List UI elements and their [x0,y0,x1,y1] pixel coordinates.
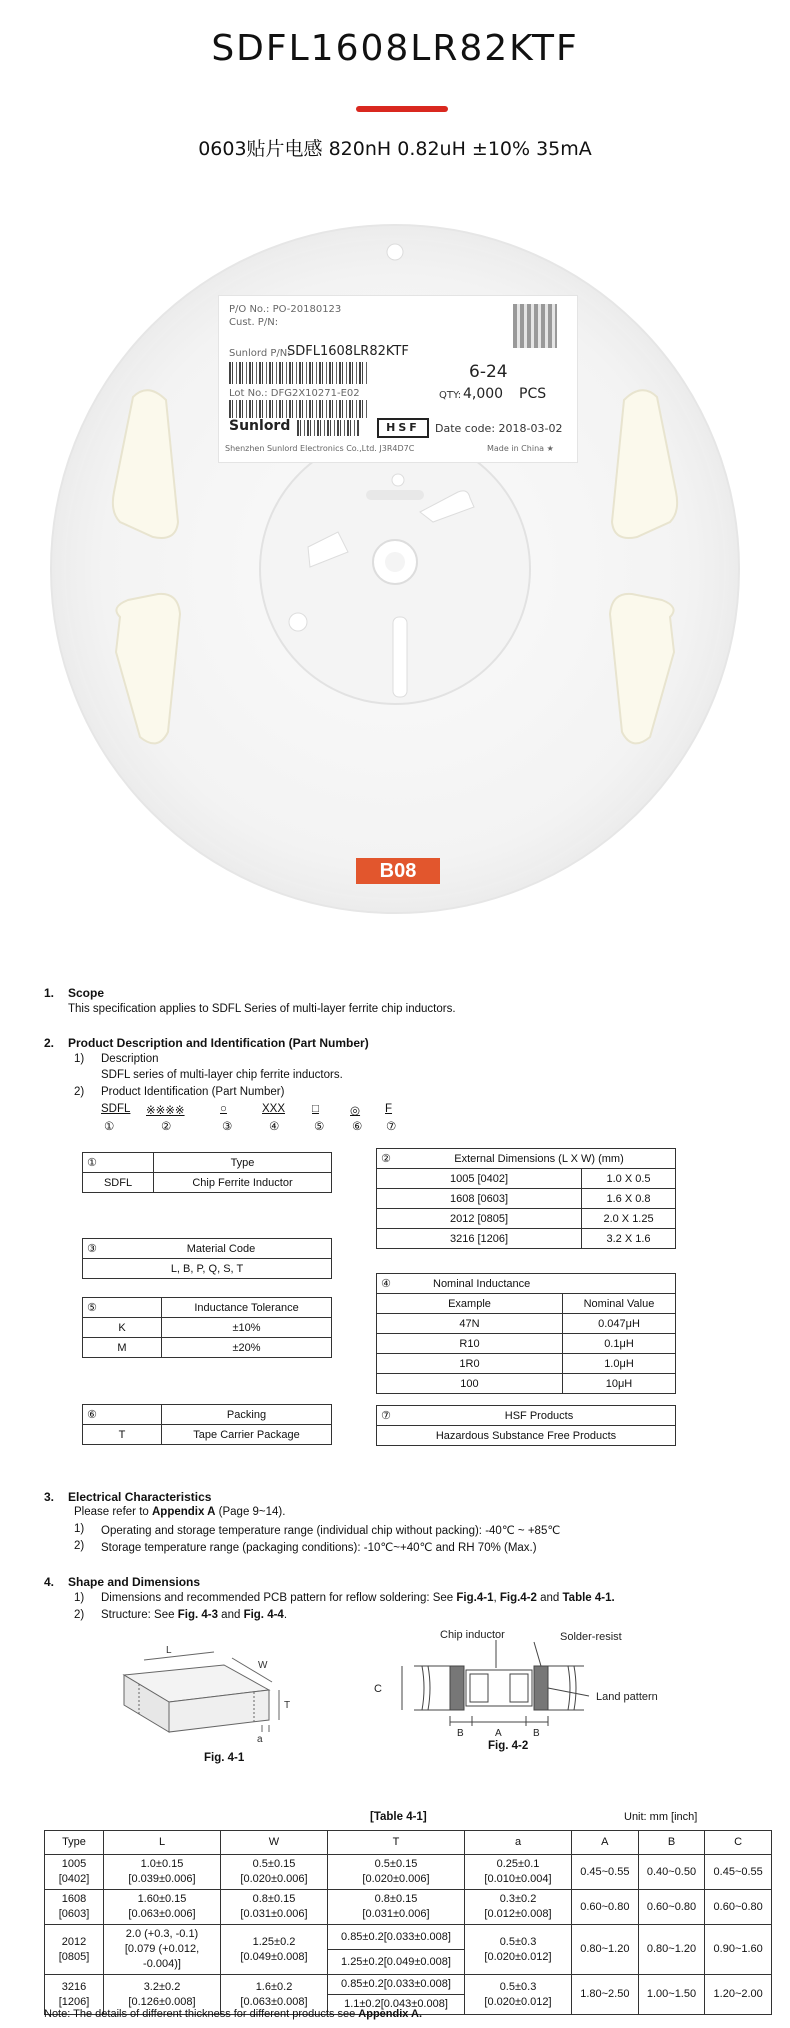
section-number: 2. [44,1036,55,1050]
item-text: Operating and storage temperature range (individual chip without packing): -40℃ ~ +85℃ [101,1525,561,1537]
table-header: C [705,1831,772,1855]
table-note: Note: The details of different thickness for different products see Appendix A. [44,2008,423,2020]
packing-table [82,1404,332,1445]
dim-label: L [166,1645,172,1656]
table-cell: Hazardous Substance Free Products [377,1426,676,1446]
table-col-header: Nominal Value [562,1294,675,1314]
table-header: Packing [162,1405,332,1425]
table-cell: T [83,1425,162,1445]
table-cell: 10μH [562,1374,675,1394]
dim-label: W [258,1660,268,1671]
page-title: SDFL1608LR82KTF [211,28,579,69]
inductance-table [376,1273,676,1394]
reel-code: 6-24 [469,362,508,382]
table-num: ③ [83,1239,112,1259]
hsf-badge: HSF [377,418,429,438]
material-table [82,1238,332,1279]
table-header: HSF Products [403,1406,676,1426]
dim-label: A [495,1728,502,1736]
fig-4-2-diagram [374,1626,704,1736]
table-cell: 2012 [0805] [377,1209,582,1229]
table-num: ⑤ [83,1298,162,1318]
item-label: Description [101,1053,159,1065]
table-cell: 1R0 [377,1354,563,1374]
lot-number: Lot No.: DFG2X10271-E02 [229,388,360,399]
table-cell: 1.6 X 0.8 [582,1189,676,1209]
table-header: Type [154,1153,332,1173]
pn-index: ③ [222,1121,233,1133]
date-code: Date code: 2018-03-02 [435,422,563,435]
table-header: B [638,1831,705,1855]
qty-value: 4,000 [463,386,504,402]
section-number: 1. [44,986,55,1000]
item-text: Storage temperature range (packaging conditions): -10℃~+40℃ and RH 70% (Max.) [101,1542,537,1554]
table-header: W [221,1831,328,1855]
section-number: 3. [44,1490,55,1504]
sunlord-pn: SDFL1608LR82KTF [287,344,409,359]
table-row: 3216 [1206] 3.2±0.2 [0.126±0.008] 1.6±0.2 [0.063±0.008] 0.85±0.2[0.033±0.008] 0.5±0.3 [0.020±0.012] 1.80~2.50 1.00~1.50 1.20~2.00 [45,1975,772,1995]
dimensions-table [376,1148,676,1249]
table-cell: 1.0 X 0.5 [582,1169,676,1189]
table-cell: 0.047μH [562,1314,675,1334]
table-cell: K [83,1318,162,1338]
dim-label: a [257,1734,263,1745]
table-cell: 3216 [1206] [377,1229,582,1249]
table-cell: ±20% [162,1338,332,1358]
table-cell: M [83,1338,162,1358]
made-in: Made in China ★ [487,444,554,453]
table-row: 2012 [0805] 2.0 (+0.3, -0.1) [0.079 (+0.012, -0.004)] 1.25±0.2 [0.049±0.008] 0.85±0.2[0.033±0.008] 0.5±0.3 [0.020±0.012] 0.80~1.20 0.80~1.20 0.90~1.60 [45,1925,772,1950]
table-num: ① [83,1153,154,1173]
pn-index: ① [104,1121,115,1133]
pn-index: ⑥ [352,1121,363,1133]
land-label: Land pattern [596,1691,658,1703]
table-num: ⑥ [83,1405,162,1425]
dim-label: B [533,1728,540,1736]
table-header: External Dimensions (L X W) (mm) [403,1149,676,1169]
table-4-1: Type L W T a A B C 1005 [0402] 1.0±0.15 [0.039±0.006] 0.5±0.15 [0.020±0.006] 0.5±0.15 [0.020±0.006] 0.25±0.1 [0.010±0.004] 0.45~0.55 0.40~0.50 0.45~0.55 1608 [0603] 1.60±0.15 [0.063±0.006] 0.8±0.15 [0.031±0.006] 0.8±0.15 [0.031±0.006] 0.3±0.2 [0.012±0.008] 0.60~0.80 0.60~0.80 0.60~0.80 2012 [0805] 2.0 (+0.3, -0.1) [0.079 (+0.012, -0.004)] 1.25±0.2 [0.049±0.008] 0.85±0.2[0.033±0.008] 0.5±0.3 [0.020±0.012] 0.80~1.20 0.80~1.20 0.90~1.60 1.25±0.2[0.049±0.008] 3216 [1206] 3.2±0.2 [0.126±0.008] 1.6±0.2 [0.063±0.008] 0.85±0.2[0.033±0.008] 0.5±0.3 [0.020±0.012] 1.80~2.50 1.00~1.50 1.20~2.00 1.1±0.2[0.043±0.008] [44,1830,772,2015]
pn-part: XXX [262,1103,286,1115]
barcode-icon [297,420,359,436]
table-row: 1005 [0402] 1.0±0.15 [0.039±0.006] 0.5±0.15 [0.020±0.006] 0.5±0.15 [0.020±0.006] 0.25±0.1 [0.010±0.004] 0.45~0.55 0.40~0.50 0.45~0.55 [45,1855,772,1890]
table-cell: ±10% [162,1318,332,1338]
table-cell: SDFL [83,1173,154,1193]
table-num: ④ [377,1274,404,1294]
item-text: SDFL series of multi-layer chip ferrite inductors. [101,1069,343,1081]
item-number: 2) [74,1540,85,1552]
pn-part: □ [312,1103,319,1115]
table-header: A [572,1831,639,1855]
table-header: Material Code [111,1239,332,1259]
item-number: 2) [74,1609,85,1621]
company-name: Shenzhen Sunlord Electronics Co.,Ltd. J3R4D7C [225,444,415,453]
type-table [82,1152,332,1193]
qty-label: QTY: [439,390,462,401]
table-cell: 2.0 X 1.25 [582,1209,676,1229]
item-number: 1) [74,1523,85,1535]
table-num: ② [377,1149,404,1169]
table-cell: 47N [377,1314,563,1334]
pn-index: ⑤ [314,1121,325,1133]
chip-label: Chip inductor [440,1629,505,1641]
fig-4-1-diagram [114,1630,294,1745]
pn-part: ○ [220,1103,227,1115]
table-cell: 0.1μH [562,1334,675,1354]
table-cell: 1.0μH [562,1354,675,1374]
item-number: 1) [74,1053,85,1065]
reel-tag: B08 [356,858,440,884]
table-header: T [328,1831,465,1855]
pn-part: ※※※※ [146,1105,185,1117]
scope-text: This specification applies to SDFL Series of multi-layer ferrite chip inductors. [68,1003,456,1015]
table-num: ⑦ [377,1406,404,1426]
table-cell: 100 [377,1374,563,1394]
dim-label: B [457,1728,464,1736]
table-caption: [Table 4-1] [370,1811,427,1823]
table-header: Nominal Inductance [403,1274,676,1294]
fig-caption: Fig. 4-1 [204,1752,245,1764]
pn-part: ◎ [350,1105,361,1117]
table-col-header: Example [377,1294,563,1314]
table-cell: 3.2 X 1.6 [582,1229,676,1249]
section-title: Product Description and Identification (Part Number) [68,1036,369,1050]
qty-unit: PCS [519,386,547,402]
sunlord-pn-label: Sunlord P/N: [229,348,291,359]
barcode-icon [229,362,369,384]
table-row: 1608 [0603] 1.60±0.15 [0.063±0.006] 0.8±0.15 [0.031±0.006] 0.8±0.15 [0.031±0.006] 0.3±0.2 [0.012±0.008] 0.60~0.80 0.60~0.80 0.60~0.80 [45,1890,772,1925]
pn-index: ④ [269,1121,280,1133]
item-text: Structure: See Fig. 4-3 and Fig. 4-4. [101,1609,288,1621]
table-header: L [104,1831,221,1855]
pn-part: SDFL [101,1103,131,1115]
section-title: Electrical Characteristics [68,1490,212,1504]
item-label: Product Identification (Part Number) [101,1086,285,1098]
section-title: Shape and Dimensions [68,1575,201,1589]
dim-label: T [284,1700,291,1711]
table-cell: R10 [377,1334,563,1354]
dim-label: C [374,1683,382,1695]
cust-pn: Cust. P/N: [229,317,279,328]
section-title: Scope [68,986,105,1000]
brand-logo: Sunlord [229,418,291,434]
hsf-table [376,1405,676,1446]
table-header: Type [45,1831,104,1855]
section-number: 4. [44,1575,55,1589]
table-cell: Tape Carrier Package [162,1425,332,1445]
page-subtitle: 0603贴片电感 820nH 0.82uH ±10% 35mA [198,138,592,160]
pn-index: ⑦ [386,1121,397,1133]
reel-label [218,295,578,463]
table-cell: 1005 [0402] [377,1169,582,1189]
table-header: a [465,1831,572,1855]
fig-caption: Fig. 4-2 [488,1740,529,1752]
electrical-intro: Please refer to Appendix A (Page 9~14). [74,1506,286,1518]
table-cell: Chip Ferrite Inductor [154,1173,332,1193]
tolerance-table [82,1297,332,1358]
pn-part: F [385,1103,393,1115]
po-number: P/O No.: PO-20180123 [229,304,342,315]
item-number: 1) [74,1592,85,1604]
table-header: Inductance Tolerance [162,1298,332,1318]
table-cell: L, B, P, Q, S, T [83,1259,332,1279]
table-cell: 1608 [0603] [377,1189,582,1209]
title-underline [356,106,448,112]
item-number: 2) [74,1086,85,1098]
resist-label: Solder-resist [560,1631,622,1643]
table-unit: Unit: mm [inch] [624,1811,698,1823]
qr-code-icon [513,304,557,348]
barcode-icon [229,400,369,418]
item-text: Dimensions and recommended PCB pattern for reflow soldering: See Fig.4-1, Fig.4-2 and Table 4-1. [101,1592,615,1604]
pn-index: ② [161,1121,172,1133]
